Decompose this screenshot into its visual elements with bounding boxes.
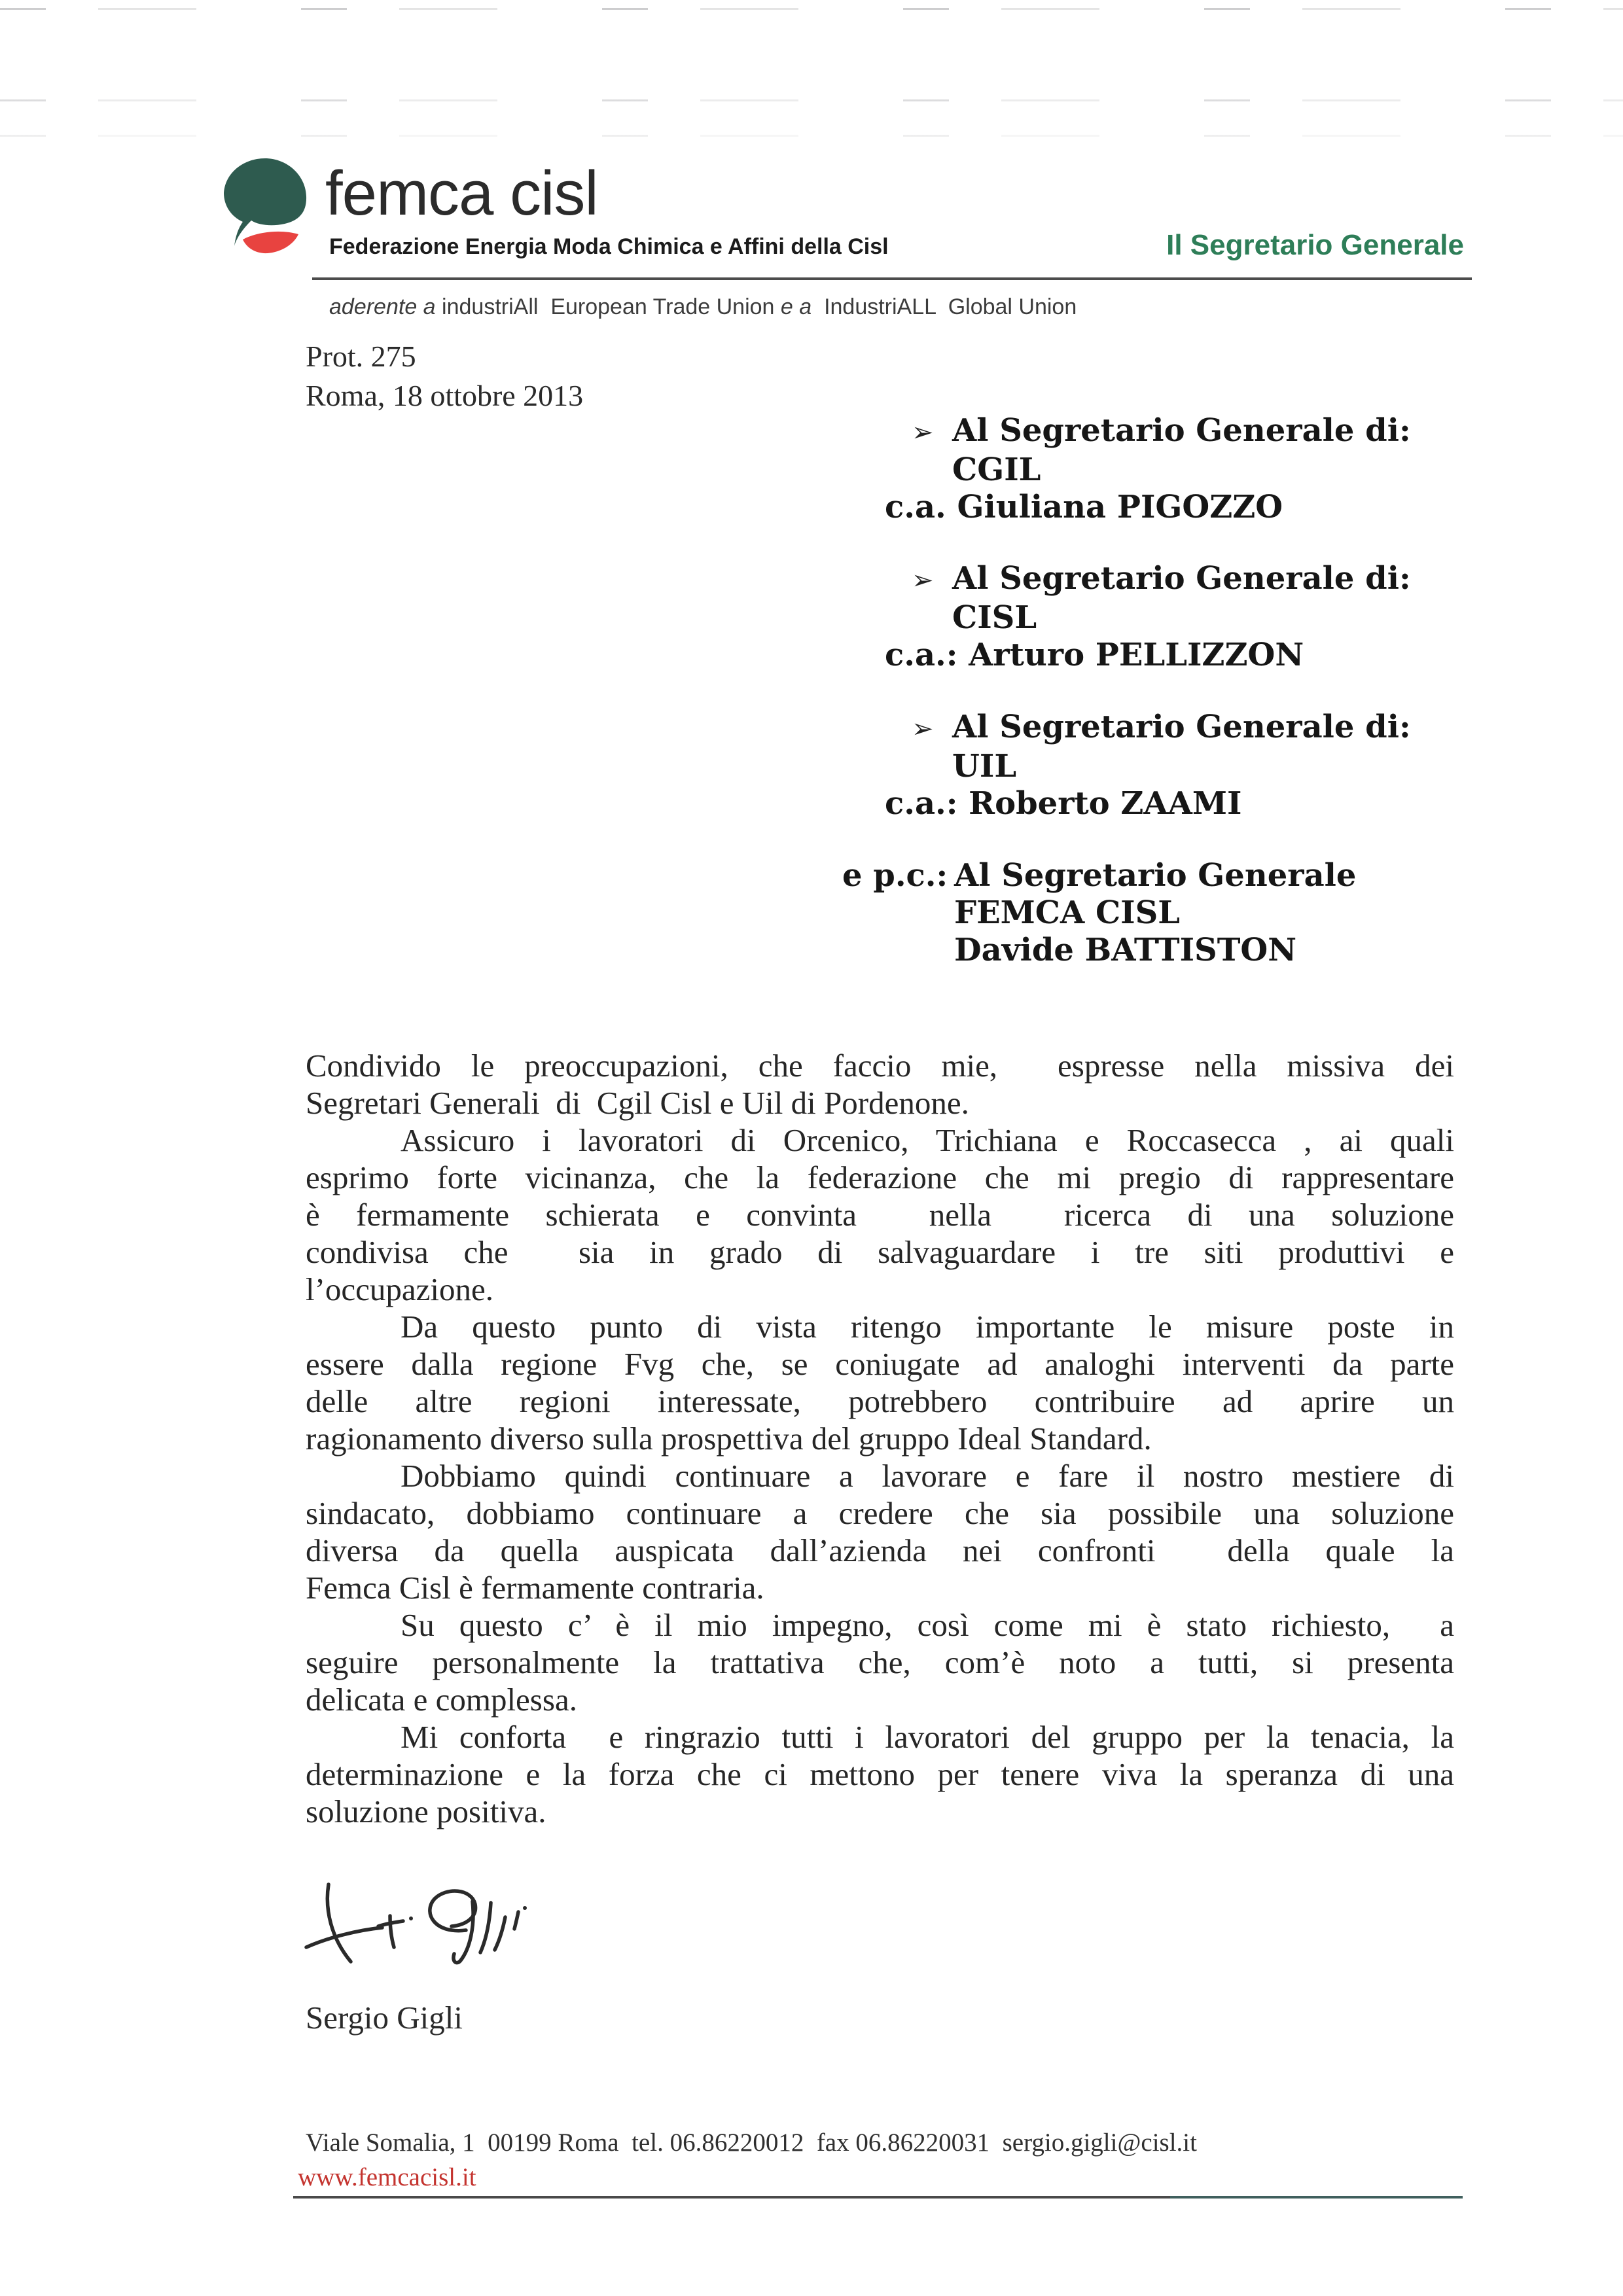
copy-to-label: e p.c.:: [842, 857, 948, 894]
protocol-number: Prot. 275: [306, 340, 416, 373]
federation-subtitle: Federazione Energia Moda Chimica e Affini della Cisl: [329, 234, 889, 259]
scan-noise-line: [0, 8, 1623, 10]
copy-to-block: [842, 857, 1356, 969]
copy-to-org: FEMCA CISL: [954, 894, 1181, 931]
recipient-block-uil: [885, 709, 1539, 822]
recipient-heading-text: Al Segretario Generale di:: [952, 709, 1411, 745]
copy-to-line: [842, 857, 1356, 894]
scan-noise-line: [0, 99, 1623, 101]
recipient-org: CISL: [952, 599, 1037, 636]
recipient-heading-text: Al Segretario Generale di:: [952, 412, 1411, 449]
body-line: soluzione positiva.: [306, 1793, 546, 1829]
footer-divider: [293, 2196, 1463, 2199]
affiliation-part: aderente a: [329, 294, 436, 319]
header-divider: [312, 277, 1472, 280]
recipient-org: UIL: [952, 748, 1017, 785]
body-line: Femca Cisl è fermamente contraria.: [306, 1570, 764, 1606]
body-line: esprimo forte vicinanza, che la federazione che mi pregio di rappresentare: [306, 1159, 1454, 1195]
recipient-attention: c.a.: Arturo PELLIZZON: [885, 637, 1304, 673]
affiliation-line: [329, 294, 1077, 320]
body-line: Condivido le preoccupazioni, che faccio mie, espresse nella missiva dei: [306, 1048, 1454, 1084]
body-line: Dobbiamo quindi continuare a lavorare e fare il nostro mestiere di: [401, 1458, 1454, 1494]
body-paragraph: [306, 1457, 1454, 1606]
scan-noise-line: [0, 135, 1623, 137]
body-paragraph: [306, 1122, 1454, 1308]
body-line: delicata e complessa.: [306, 1682, 577, 1718]
recipient-org: CGIL: [952, 451, 1041, 488]
recipient-heading: [885, 709, 1539, 748]
footer-website-link: www.femcacisl.it: [298, 2163, 476, 2191]
body-paragraph: [306, 1308, 1454, 1457]
recipient-heading: [885, 412, 1539, 451]
arrow-bullet-icon: ➢: [912, 417, 934, 448]
role-title: Il Segretario Generale: [1166, 229, 1464, 261]
body-line: Mi conforta e ringrazio tutti i lavoratori del gruppo per la tenacia, la: [401, 1719, 1454, 1755]
affiliation-part: IndustriALL Global Union: [812, 294, 1077, 319]
body-line: Da questo punto di vista ritengo importante le misure poste in: [401, 1309, 1454, 1345]
recipient-attention: c.a. Giuliana PIGOZZO: [885, 489, 1283, 525]
body-line: diversa da quella auspicata dall’azienda nei confronti della quale la: [306, 1532, 1454, 1568]
recipient-heading: [885, 560, 1539, 599]
body-line: ragionamento diverso sulla prospettiva del gruppo Ideal Standard.: [306, 1421, 1152, 1457]
arrow-bullet-icon: ➢: [912, 565, 934, 595]
body-line: essere dalla regione Fvg che, se coniugate ad analoghi interventi da parte: [306, 1346, 1454, 1382]
body-line: l’occupazione.: [306, 1271, 494, 1307]
body-line: seguire personalmente la trattativa che, com’è noto a tutti, si presenta: [306, 1644, 1454, 1680]
recipient-block-cisl: [885, 560, 1539, 674]
femca-cisl-logo-icon: [219, 157, 311, 256]
body-line: condivisa che sia in grado di salvaguardare i tre siti produttivi e: [306, 1234, 1454, 1270]
body-line: determinazione e la forza che ci mettono per tenere viva la speranza di una: [306, 1756, 1454, 1792]
affiliation-part: e a: [780, 294, 812, 319]
handwritten-signature: [294, 1870, 569, 1991]
body-line: è fermamente schierata e convinta nella ricerca di una soluzione: [306, 1197, 1454, 1233]
body-paragraph: [306, 1047, 1454, 1122]
copy-to-person: Davide BATTISTON: [954, 932, 1297, 968]
signer-name: Sergio Gigli: [306, 2000, 463, 2036]
footer-address: Viale Somalia, 1 00199 Roma tel. 06.86220012 fax 06.86220031 sergio.gigli@cisl.it: [306, 2128, 1197, 2157]
body-line: Su questo c’ è il mio impegno, così come mi è stato richiesto, a: [401, 1607, 1454, 1643]
body-paragraph: [306, 1718, 1454, 1830]
protocol-date-block: [306, 337, 583, 415]
recipient-block-cgil: [885, 412, 1539, 526]
copy-to-text: Al Segretario Generale: [954, 857, 1357, 894]
letter-body: [306, 1047, 1454, 1830]
recipient-heading-text: Al Segretario Generale di:: [952, 560, 1411, 597]
body-line: Segretari Generali di Cgil Cisl e Uil di Pordenone.: [306, 1085, 969, 1121]
body-line: sindacato, dobbiamo continuare a credere che sia possibile una soluzione: [306, 1495, 1454, 1531]
affiliation-part: industriAll European Trade Union: [435, 294, 781, 319]
arrow-bullet-icon: ➢: [912, 714, 934, 744]
body-paragraph: [306, 1606, 1454, 1718]
dateline: Roma, 18 ottobre 2013: [306, 379, 584, 412]
body-line: delle altre regioni interessate, potrebbero contribuire ad aprire un: [306, 1383, 1454, 1419]
recipient-attention: c.a.: Roberto ZAAMI: [885, 785, 1242, 822]
body-line: Assicuro i lavoratori di Orcenico, Trichiana e Roccasecca , ai quali: [401, 1122, 1454, 1158]
brand-name: femca cisl: [325, 158, 598, 228]
